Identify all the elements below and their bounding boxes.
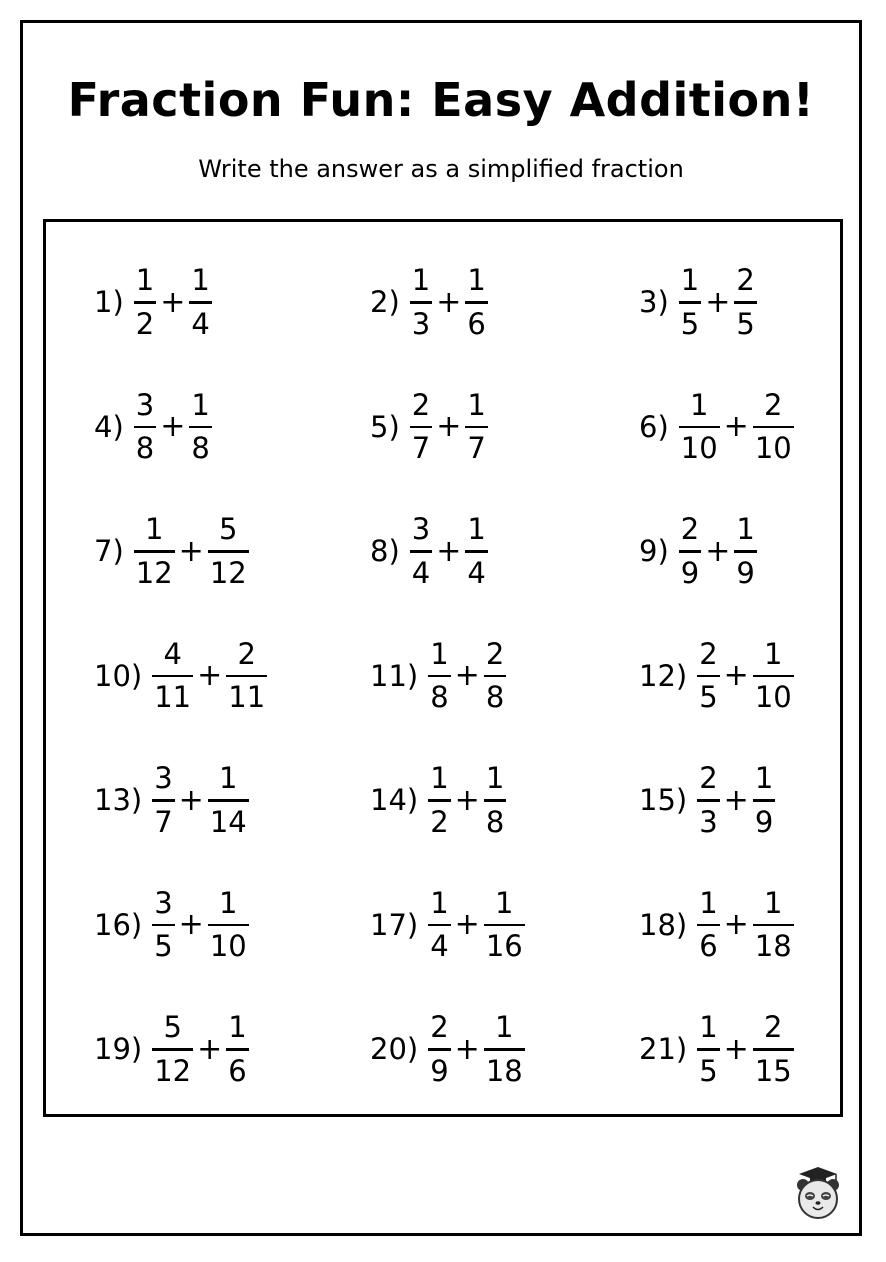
problem-item (326, 863, 594, 988)
fraction-a (697, 636, 719, 714)
denominator: 8 (191, 431, 210, 465)
denominator: 4 (430, 929, 449, 963)
problem-number: 6) (639, 409, 669, 444)
numerator: 1 (411, 263, 431, 297)
denominator: 6 (467, 306, 486, 341)
fraction-a (134, 512, 175, 590)
denominator: 10 (754, 680, 792, 714)
numerator: 2 (237, 636, 256, 671)
plus-sign: + (197, 1031, 223, 1067)
problem-number: 10) (94, 658, 143, 693)
fraction-b (226, 1010, 248, 1088)
problem-number: 19) (94, 1032, 143, 1067)
plus-sign: + (178, 907, 204, 943)
numerator: 1 (228, 1010, 247, 1044)
problem-item (594, 240, 844, 365)
denominator: 3 (699, 804, 718, 839)
numerator: 3 (154, 761, 173, 795)
problem-number: 9) (639, 534, 669, 569)
numerator: 1 (219, 761, 238, 795)
problem-number: 17) (370, 907, 419, 942)
plus-sign: + (454, 658, 480, 694)
denominator: 9 (680, 555, 700, 590)
numerator: 1 (191, 263, 210, 297)
fraction-a (152, 636, 193, 714)
problem-item (46, 738, 326, 863)
fraction-a (697, 1010, 719, 1088)
denominator: 8 (485, 804, 505, 839)
fraction-b (208, 512, 249, 590)
numerator: 1 (191, 387, 210, 422)
problem-number: 11) (370, 658, 419, 693)
denominator: 4 (191, 306, 210, 341)
problem-number: 12) (639, 658, 688, 693)
fraction-a (152, 1010, 193, 1088)
instructions: Write the answer as a simplified fraction (198, 155, 684, 183)
problems-box (43, 219, 843, 1117)
problems-grid (46, 240, 840, 1112)
problem-item (326, 738, 594, 863)
denominator: 3 (411, 306, 431, 341)
denominator: 2 (430, 804, 449, 839)
fraction-a (152, 761, 174, 839)
problem-item (46, 614, 326, 739)
numerator: 2 (411, 387, 431, 422)
fraction-b (753, 761, 775, 839)
denominator: 11 (154, 680, 192, 714)
fraction-b (465, 263, 487, 341)
denominator: 7 (411, 431, 431, 465)
denominator: 12 (209, 555, 247, 590)
fraction-a (134, 387, 156, 465)
plus-sign: + (436, 533, 462, 569)
fraction-a (428, 761, 450, 839)
denominator: 5 (699, 1053, 718, 1088)
problem-number: 7) (94, 534, 124, 569)
numerator: 3 (154, 885, 173, 920)
problem-number: 8) (370, 534, 400, 569)
problem-item (594, 738, 844, 863)
numerator: 1 (485, 761, 505, 795)
fraction-b (465, 387, 487, 465)
numerator: 5 (219, 512, 238, 546)
denominator: 12 (135, 555, 173, 590)
fraction-b (753, 636, 794, 714)
fraction-b (734, 263, 756, 341)
denominator: 4 (467, 555, 486, 590)
plus-sign: + (178, 782, 204, 818)
denominator: 6 (228, 1053, 247, 1088)
problem-item (594, 489, 844, 614)
denominator: 5 (736, 306, 755, 341)
numerator: 2 (699, 636, 718, 671)
denominator: 5 (699, 680, 718, 714)
numerator: 3 (135, 387, 155, 422)
numerator: 1 (430, 761, 449, 795)
problem-item (326, 987, 594, 1112)
fraction-a (134, 263, 156, 341)
numerator: 4 (163, 636, 182, 671)
fraction-a (152, 885, 174, 963)
fraction-b (734, 512, 756, 590)
plus-sign: + (160, 284, 186, 320)
fraction-b (484, 885, 525, 963)
denominator: 5 (680, 306, 700, 341)
fraction-b (465, 512, 487, 590)
numerator: 1 (680, 263, 700, 297)
numerator: 1 (495, 1010, 514, 1044)
numerator: 3 (411, 512, 431, 546)
fraction-a (428, 636, 450, 714)
numerator: 2 (680, 512, 700, 546)
problem-item (326, 489, 594, 614)
worksheet-page (20, 20, 862, 1236)
fraction-a (697, 885, 719, 963)
problem-item (46, 489, 326, 614)
denominator: 7 (154, 804, 173, 839)
plus-sign: + (705, 284, 731, 320)
numerator: 1 (430, 885, 449, 920)
fraction-b (753, 387, 794, 465)
fraction-b (753, 1010, 794, 1088)
numerator: 2 (485, 636, 505, 671)
numerator: 1 (689, 387, 709, 422)
numerator: 2 (430, 1010, 449, 1044)
numerator: 1 (467, 263, 486, 297)
numerator: 1 (699, 1010, 718, 1044)
denominator: 7 (467, 431, 486, 465)
fraction-a (410, 387, 432, 465)
denominator: 10 (754, 431, 792, 465)
problem-number: 21) (639, 1032, 688, 1067)
problem-number: 4) (94, 409, 124, 444)
fraction-a (679, 387, 720, 465)
problem-item (326, 365, 594, 490)
fraction-b (226, 636, 267, 714)
plus-sign: + (723, 907, 749, 943)
denominator: 18 (485, 1053, 523, 1088)
problem-number: 20) (370, 1032, 419, 1067)
denominator: 2 (135, 306, 155, 341)
fraction-b (189, 263, 211, 341)
numerator: 1 (736, 512, 755, 546)
problem-item (46, 987, 326, 1112)
numerator: 1 (764, 885, 783, 920)
plus-sign: + (723, 782, 749, 818)
denominator: 8 (485, 680, 505, 714)
problem-number: 13) (94, 783, 143, 818)
plus-sign: + (197, 658, 223, 694)
numerator: 1 (764, 636, 783, 671)
numerator: 5 (163, 1010, 182, 1044)
plus-sign: + (705, 533, 731, 569)
numerator: 1 (144, 512, 164, 546)
denominator: 6 (699, 929, 718, 963)
problem-number: 3) (639, 285, 669, 320)
problem-item (326, 240, 594, 365)
fraction-b (753, 885, 794, 963)
problem-number: 15) (639, 783, 688, 818)
plus-sign: + (160, 409, 186, 445)
denominator: 11 (228, 680, 266, 714)
problem-item (594, 863, 844, 988)
fraction-b (484, 761, 506, 839)
plus-sign: + (454, 782, 480, 818)
denominator: 9 (736, 555, 755, 590)
numerator: 2 (699, 761, 718, 795)
denominator: 12 (154, 1053, 192, 1088)
fraction-a (428, 1010, 450, 1088)
numerator: 2 (764, 387, 783, 422)
numerator: 1 (430, 636, 449, 671)
fraction-a (679, 263, 701, 341)
denominator: 8 (135, 431, 155, 465)
numerator: 1 (754, 761, 774, 795)
numerator: 1 (699, 885, 718, 920)
problem-item (594, 365, 844, 490)
problem-item (326, 614, 594, 739)
problem-item (46, 240, 326, 365)
denominator: 15 (754, 1053, 792, 1088)
fraction-a (679, 512, 701, 590)
problem-number: 1) (94, 285, 124, 320)
fraction-a (697, 761, 719, 839)
numerator: 1 (467, 387, 486, 422)
plus-sign: + (454, 1031, 480, 1067)
plus-sign: + (723, 1031, 749, 1067)
fraction-a (428, 885, 450, 963)
denominator: 4 (411, 555, 431, 590)
problem-number: 14) (370, 783, 419, 818)
denominator: 8 (430, 680, 449, 714)
fraction-a (410, 263, 432, 341)
fraction-b (208, 761, 249, 839)
fraction-a (410, 512, 432, 590)
denominator: 10 (680, 431, 718, 465)
denominator: 5 (154, 929, 173, 963)
numerator: 1 (219, 885, 238, 920)
plus-sign: + (436, 284, 462, 320)
numerator: 1 (135, 263, 155, 297)
problem-item (46, 365, 326, 490)
plus-sign: + (723, 658, 749, 694)
numerator: 1 (495, 885, 514, 920)
fraction-b (189, 387, 211, 465)
numerator: 2 (764, 1010, 783, 1044)
denominator: 9 (430, 1053, 449, 1088)
problem-item (46, 863, 326, 988)
plus-sign: + (723, 409, 749, 445)
problem-number: 5) (370, 409, 400, 444)
problem-number: 18) (639, 907, 688, 942)
denominator: 16 (485, 929, 523, 963)
numerator: 1 (467, 512, 486, 546)
denominator: 10 (209, 929, 247, 963)
plus-sign: + (454, 907, 480, 943)
denominator: 9 (754, 804, 774, 839)
fraction-b (484, 636, 506, 714)
plus-sign: + (178, 533, 204, 569)
panda-graduate-icon (793, 1165, 843, 1221)
plus-sign: + (436, 409, 462, 445)
denominator: 14 (209, 804, 247, 839)
fraction-b (208, 885, 249, 963)
problem-number: 2) (370, 285, 400, 320)
problem-number: 16) (94, 907, 143, 942)
numerator: 2 (736, 263, 755, 297)
problem-item (594, 987, 844, 1112)
problem-item (594, 614, 844, 739)
page-title: Fraction Fun: Easy Addition! (67, 73, 815, 127)
denominator: 18 (754, 929, 792, 963)
fraction-b (484, 1010, 525, 1088)
